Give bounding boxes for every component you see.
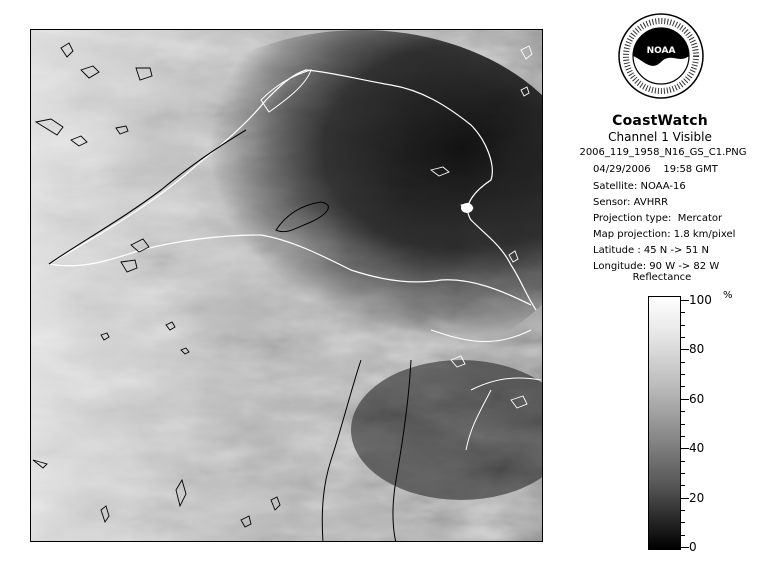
colorbar-minor-tick	[681, 362, 685, 363]
colorbar-minor-tick	[681, 411, 685, 412]
bright-cloud-spot	[461, 203, 473, 213]
colorbar-tick-label: 60	[689, 391, 705, 406]
projection-type-label: Projection type: Mercator	[593, 213, 723, 224]
colorbar-minor-tick	[681, 386, 685, 387]
colorbar-major-tick	[681, 349, 689, 350]
colorbar-minor-tick	[681, 473, 685, 474]
satellite-image-svg	[31, 30, 543, 542]
colorbar-minor-tick	[681, 535, 685, 536]
colorbar-major-tick	[681, 399, 689, 400]
reflectance-colorbar	[648, 296, 681, 550]
filename-label: 2006_119_1958_N16_GS_C1.PNG	[579, 147, 747, 158]
colorbar-minor-tick	[681, 461, 685, 462]
product-title: CoastWatch	[612, 113, 708, 129]
colorbar-minor-tick	[681, 510, 685, 511]
colorbar-major-tick	[681, 547, 689, 548]
sensor-label: Sensor: AVHRR	[593, 197, 669, 208]
colorbar-tick-label: 0	[689, 540, 697, 554]
colorbar-tick-label: 20	[689, 490, 705, 505]
satellite-image	[30, 29, 543, 542]
map-projection-label: Map projection: 1.8 km/pixel	[593, 229, 736, 240]
colorbar-minor-tick	[681, 374, 685, 375]
colorbar-major-tick	[681, 448, 689, 449]
satellite-label: Satellite: NOAA-16	[593, 181, 686, 192]
legend-unit: %	[723, 290, 733, 301]
colorbar-major-tick	[681, 498, 689, 499]
latitude-label: Latitude : 45 N -> 51 N	[593, 245, 709, 256]
colorbar-tick-label: 40	[689, 441, 705, 456]
legend-title: Reflectance	[632, 272, 692, 283]
date-time-label: 04/29/2006 19:58 GMT	[593, 164, 718, 175]
colorbar-minor-tick	[681, 337, 685, 338]
colorbar-minor-tick	[681, 325, 685, 326]
colorbar-major-tick	[681, 300, 689, 301]
colorbar-minor-tick	[681, 312, 685, 313]
colorbar-minor-tick	[681, 522, 685, 523]
longitude-label: Longitude: 90 W -> 82 W	[593, 261, 720, 272]
colorbar-minor-tick	[681, 485, 685, 486]
colorbar-tick-label: 100	[689, 293, 712, 307]
noaa-logo	[617, 12, 705, 100]
colorbar-minor-tick	[681, 436, 685, 437]
colorbar-tick-label: 80	[689, 342, 705, 357]
logo-text: NOAA	[646, 46, 676, 56]
colorbar-minor-tick	[681, 424, 685, 425]
channel-subtitle: Channel 1 Visible	[608, 130, 712, 144]
